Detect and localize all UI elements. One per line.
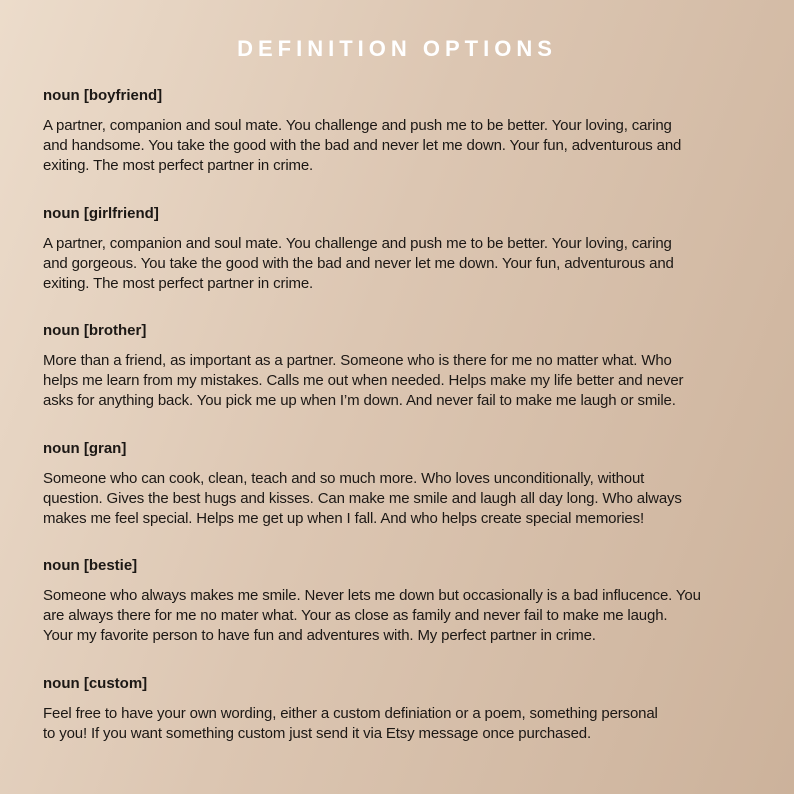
- definition-text-line: Someone who can cook, clean, teach and so much more. Who loves unconditionally, without: [43, 470, 645, 487]
- definition-text-line: Feel free to have your own wording, either a custom definiation or a poem, something personal: [43, 705, 658, 722]
- page-title: DEFINITION OPTIONS: [237, 36, 557, 61]
- definition-heading: noun [boyfriend]: [43, 87, 163, 104]
- definition-text-line: exiting. The most perfect partner in crime.: [43, 275, 314, 292]
- definition-text-line: and handsome. You take the good with the bad and never let me down. Your fun, adventurous and: [43, 137, 682, 154]
- definition-section: [43, 439, 783, 529]
- definition-heading: noun [gran]: [43, 440, 127, 457]
- definition-text-line: A partner, companion and soul mate. You challenge and push me to be better. Your loving, caring: [43, 235, 672, 252]
- definition-text-line: and gorgeous. You take the good with the bad and never let me down. Your fun, adventurous and: [43, 255, 674, 272]
- definition-heading: noun [custom]: [43, 675, 148, 692]
- definition-heading: noun [brother]: [43, 322, 147, 339]
- definition-text-line: to you! If you want something custom just send it via Etsy message once purchased.: [43, 725, 591, 742]
- definition-text-line: are always there for me no mater what. Your as close as family and never fail to make me laugh.: [43, 607, 668, 624]
- definition-section: [43, 556, 783, 646]
- definition-text-line: question. Gives the best hugs and kisses. Can make me smile and laugh all day long. Who always: [43, 490, 682, 507]
- definition-text-line: Your my favorite person to have fun and adventures with. My perfect partner in crime.: [43, 627, 596, 644]
- definition-text-line: A partner, companion and soul mate. You challenge and push me to be better. Your loving, caring: [43, 117, 672, 134]
- definition-heading: noun [bestie]: [43, 557, 138, 574]
- definition-section: [43, 321, 783, 411]
- definition-text-line: asks for anything back. You pick me up when I’m down. And never fail to make me laugh or smile.: [43, 392, 676, 409]
- definition-section: [43, 86, 783, 176]
- definition-text-line: helps me learn from my mistakes. Calls me out when needed. Helps make my life better and never: [43, 372, 684, 389]
- definition-text-line: More than a friend, as important as a partner. Someone who is there for me no matter what. Who: [43, 352, 672, 369]
- definition-heading: noun [girlfriend]: [43, 205, 159, 222]
- definition-text-line: exiting. The most perfect partner in crime.: [43, 157, 314, 174]
- definition-section: [43, 674, 783, 744]
- definition-section: [43, 204, 783, 294]
- definition-text-line: Someone who always makes me smile. Never lets me down but occasionally is a bad influcence. You: [43, 587, 701, 604]
- definition-text-line: makes me feel special. Helps me get up when I fall. And who helps create special memories!: [43, 510, 644, 527]
